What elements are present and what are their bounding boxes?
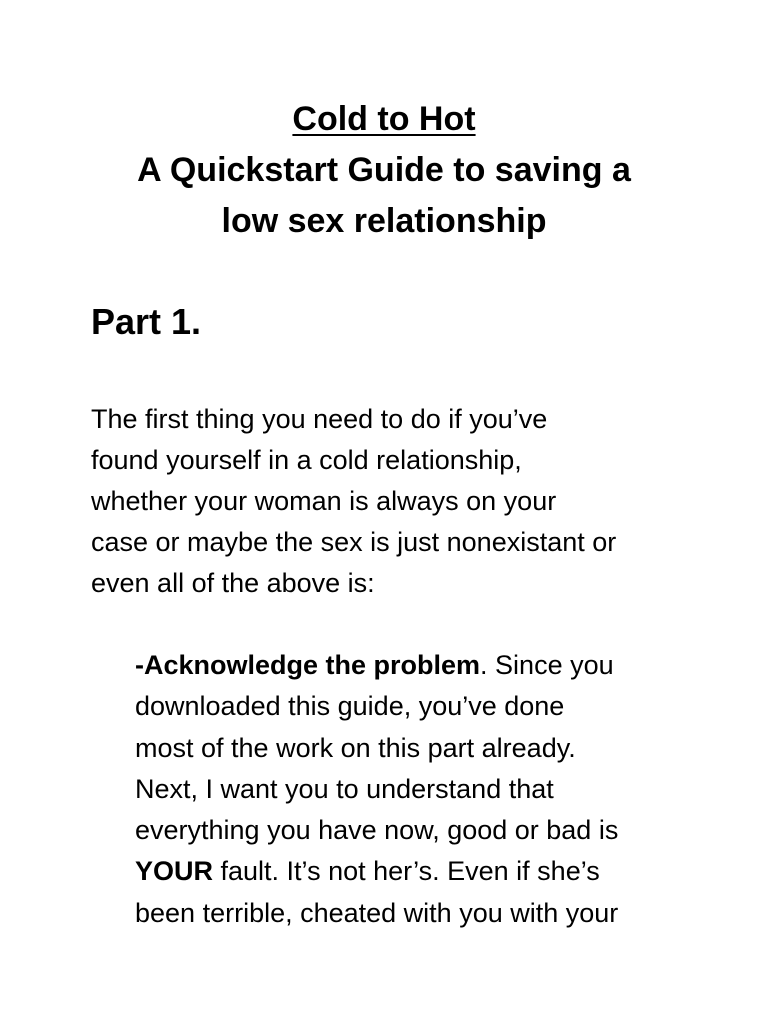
bullet-line: [135, 851, 618, 892]
intro-paragraph: [91, 399, 616, 604]
intro-line: whether your woman is always on your: [91, 486, 557, 516]
bullet-heading: -Acknowledge the problem: [135, 650, 481, 680]
intro-line: The first thing you need to do if you’ve: [91, 404, 548, 434]
bullet-line: everything you have now, good or bad is: [135, 815, 619, 846]
intro-line: found yourself in a cold relationship,: [91, 445, 522, 475]
bullet-paragraph: [135, 645, 618, 934]
bullet-text: fault. It’s not her’s. Even if she’s: [213, 856, 600, 887]
document-title: Cold to Hot: [292, 100, 476, 138]
bullet-line: been terrible, cheated with you with your: [135, 897, 619, 928]
intro-line: case or maybe the sex is just nonexistant or: [91, 527, 617, 557]
document-subtitle-line-2: low sex relationship: [221, 202, 547, 240]
part-heading: Part 1.: [91, 301, 202, 342]
title-block: [0, 94, 768, 247]
bullet-line: [135, 645, 618, 686]
bullet-text: . Since you: [480, 650, 614, 680]
bullet-line: Next, I want you to understand that: [135, 773, 554, 804]
intro-line: even all of the above is:: [91, 568, 375, 598]
bullet-line: downloaded this guide, you’ve done: [135, 691, 565, 722]
emphasis-text: YOUR: [135, 856, 214, 887]
bullet-line: most of the work on this part already.: [135, 732, 576, 763]
document-subtitle-line-1: A Quickstart Guide to saving a: [137, 151, 631, 189]
